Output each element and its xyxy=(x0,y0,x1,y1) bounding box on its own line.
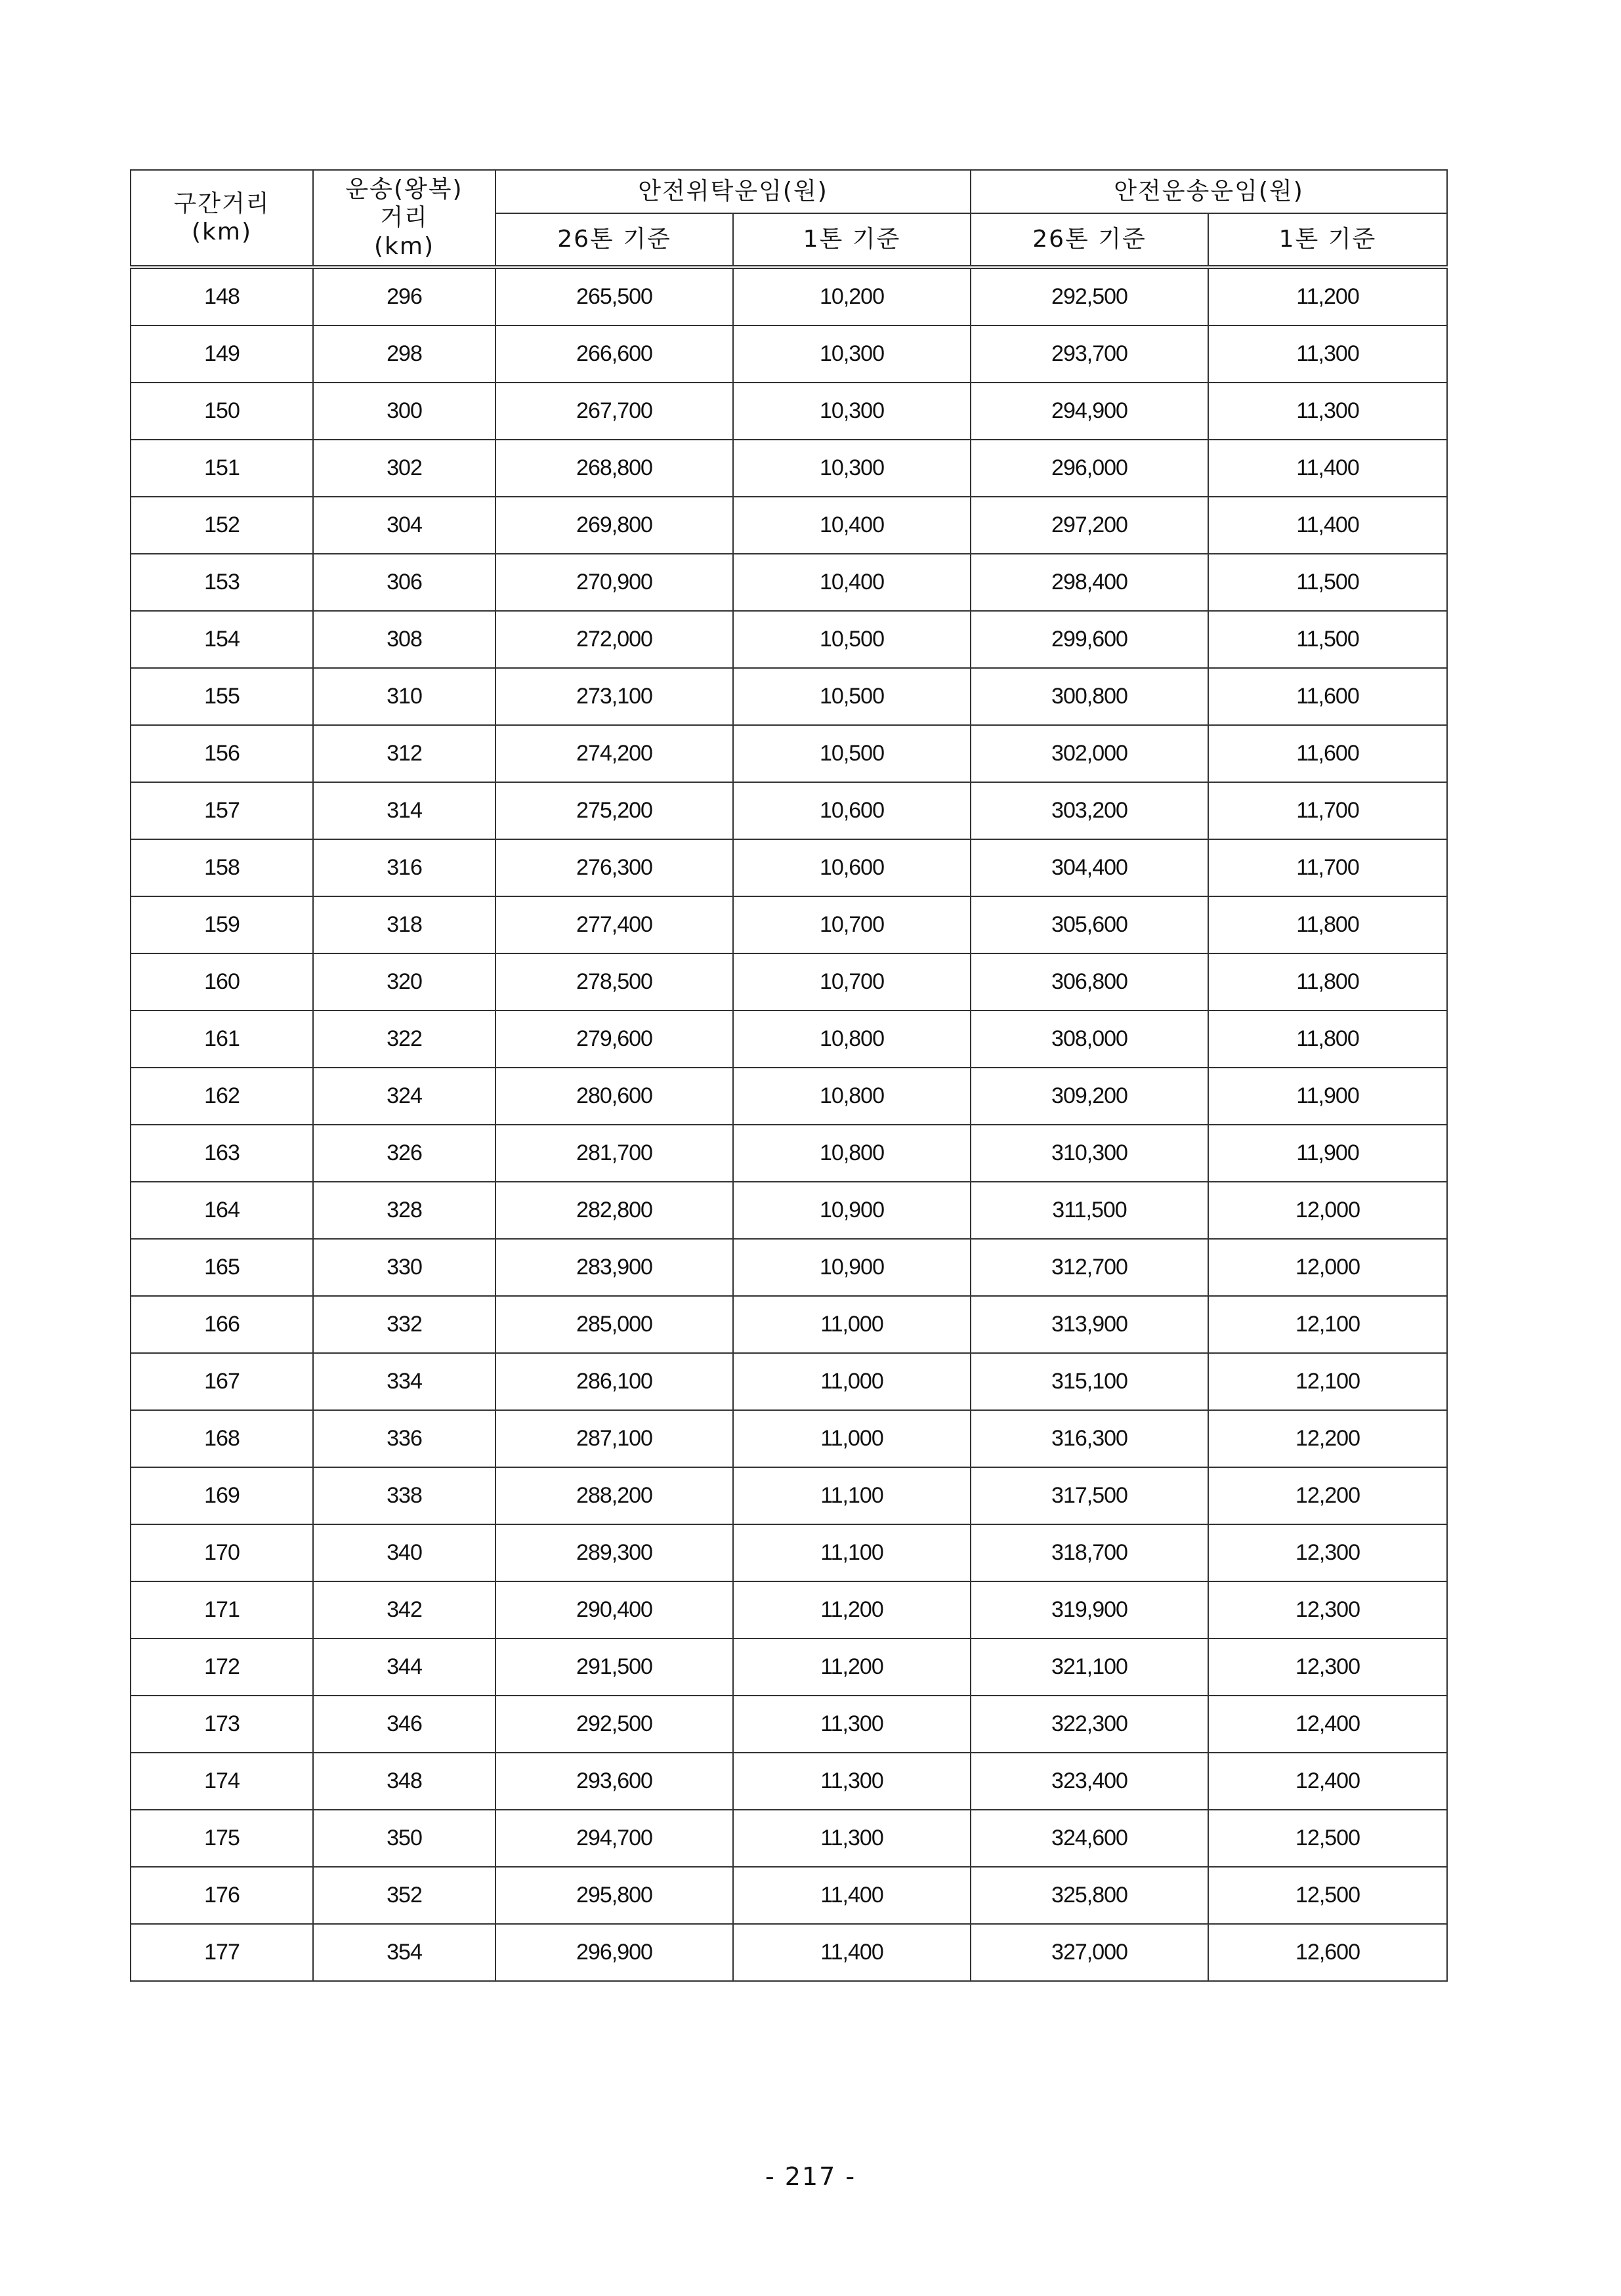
cell-section-distance: 157 xyxy=(131,782,313,839)
cell-transport-distance: 320 xyxy=(313,953,495,1011)
cell-transport-distance: 322 xyxy=(313,1011,495,1068)
cell-section-distance: 154 xyxy=(131,611,313,668)
cell-transport-distance: 344 xyxy=(313,1639,495,1696)
header-transport-26t: 26톤 기준 xyxy=(971,213,1208,267)
cell-consignment-1t: 10,800 xyxy=(733,1068,971,1125)
cell-consignment-1t: 10,200 xyxy=(733,267,971,325)
cell-consignment-1t: 10,600 xyxy=(733,782,971,839)
cell-consignment-1t: 11,400 xyxy=(733,1924,971,1981)
cell-consignment-26t: 293,600 xyxy=(495,1753,733,1810)
cell-consignment-26t: 287,100 xyxy=(495,1410,733,1467)
cell-transport-distance: 306 xyxy=(313,554,495,611)
cell-section-distance: 165 xyxy=(131,1239,313,1296)
table-row xyxy=(131,839,1447,896)
cell-transport-1t: 12,600 xyxy=(1208,1924,1447,1981)
cell-transport-distance: 318 xyxy=(313,896,495,953)
cell-section-distance: 176 xyxy=(131,1867,313,1924)
header-consignment-26t: 26톤 기준 xyxy=(495,213,733,267)
table-row xyxy=(131,1068,1447,1125)
cell-section-distance: 171 xyxy=(131,1581,313,1639)
cell-transport-26t: 294,900 xyxy=(971,383,1208,440)
cell-transport-1t: 12,500 xyxy=(1208,1867,1447,1924)
cell-consignment-26t: 279,600 xyxy=(495,1011,733,1068)
cell-transport-26t: 297,200 xyxy=(971,497,1208,554)
cell-consignment-26t: 295,800 xyxy=(495,1867,733,1924)
cell-consignment-1t: 10,300 xyxy=(733,325,971,383)
page-number: - 217 - xyxy=(765,2162,856,2191)
cell-section-distance: 155 xyxy=(131,668,313,725)
cell-transport-distance: 314 xyxy=(313,782,495,839)
table-body xyxy=(131,267,1447,1981)
table-row xyxy=(131,440,1447,497)
cell-transport-distance: 310 xyxy=(313,668,495,725)
header-transport-distance-label-1: 운송(왕복) xyxy=(345,176,463,203)
cell-consignment-1t: 11,300 xyxy=(733,1696,971,1753)
cell-transport-26t: 322,300 xyxy=(971,1696,1208,1753)
cell-transport-1t: 11,300 xyxy=(1208,325,1447,383)
table-row xyxy=(131,1011,1447,1068)
cell-section-distance: 158 xyxy=(131,839,313,896)
cell-consignment-26t: 283,900 xyxy=(495,1239,733,1296)
header-section-distance-label: 구간거리 xyxy=(173,190,270,217)
cell-transport-distance: 296 xyxy=(313,267,495,325)
cell-transport-1t: 11,800 xyxy=(1208,1011,1447,1068)
cell-transport-1t: 11,900 xyxy=(1208,1068,1447,1125)
cell-consignment-26t: 280,600 xyxy=(495,1068,733,1125)
cell-consignment-1t: 11,300 xyxy=(733,1810,971,1867)
cell-transport-26t: 308,000 xyxy=(971,1011,1208,1068)
cell-section-distance: 149 xyxy=(131,325,313,383)
cell-transport-1t: 12,500 xyxy=(1208,1810,1447,1867)
header-transport-distance xyxy=(313,170,495,267)
cell-transport-distance: 348 xyxy=(313,1753,495,1810)
cell-transport-1t: 12,300 xyxy=(1208,1639,1447,1696)
cell-transport-26t: 296,000 xyxy=(971,440,1208,497)
header-transport-1t: 1톤 기준 xyxy=(1208,213,1447,267)
cell-transport-distance: 326 xyxy=(313,1125,495,1182)
cell-transport-26t: 292,500 xyxy=(971,267,1208,325)
cell-consignment-26t: 265,500 xyxy=(495,267,733,325)
cell-section-distance: 168 xyxy=(131,1410,313,1467)
cell-transport-1t: 11,500 xyxy=(1208,611,1447,668)
cell-transport-26t: 300,800 xyxy=(971,668,1208,725)
cell-consignment-1t: 11,000 xyxy=(733,1410,971,1467)
cell-transport-1t: 12,000 xyxy=(1208,1239,1447,1296)
table-row xyxy=(131,782,1447,839)
table-row xyxy=(131,497,1447,554)
cell-transport-26t: 313,900 xyxy=(971,1296,1208,1353)
cell-section-distance: 162 xyxy=(131,1068,313,1125)
cell-section-distance: 169 xyxy=(131,1467,313,1524)
table-row xyxy=(131,953,1447,1011)
cell-transport-1t: 11,300 xyxy=(1208,383,1447,440)
cell-section-distance: 160 xyxy=(131,953,313,1011)
table-row xyxy=(131,1182,1447,1239)
cell-consignment-26t: 273,100 xyxy=(495,668,733,725)
cell-consignment-1t: 10,600 xyxy=(733,839,971,896)
cell-transport-distance: 324 xyxy=(313,1068,495,1125)
cell-transport-26t: 305,600 xyxy=(971,896,1208,953)
cell-consignment-26t: 268,800 xyxy=(495,440,733,497)
cell-section-distance: 166 xyxy=(131,1296,313,1353)
table-row xyxy=(131,383,1447,440)
cell-consignment-1t: 10,300 xyxy=(733,383,971,440)
cell-consignment-26t: 270,900 xyxy=(495,554,733,611)
cell-section-distance: 156 xyxy=(131,725,313,782)
cell-consignment-26t: 296,900 xyxy=(495,1924,733,1981)
cell-consignment-1t: 10,900 xyxy=(733,1239,971,1296)
cell-transport-26t: 319,900 xyxy=(971,1581,1208,1639)
cell-transport-26t: 309,200 xyxy=(971,1068,1208,1125)
cell-transport-26t: 318,700 xyxy=(971,1524,1208,1581)
cell-transport-1t: 11,400 xyxy=(1208,440,1447,497)
cell-section-distance: 163 xyxy=(131,1125,313,1182)
cell-transport-26t: 324,600 xyxy=(971,1810,1208,1867)
cell-transport-distance: 316 xyxy=(313,839,495,896)
table-row xyxy=(131,1924,1447,1981)
cell-transport-1t: 12,100 xyxy=(1208,1353,1447,1410)
cell-consignment-26t: 281,700 xyxy=(495,1125,733,1182)
cell-transport-1t: 12,100 xyxy=(1208,1296,1447,1353)
cell-transport-26t: 315,100 xyxy=(971,1353,1208,1410)
cell-transport-distance: 332 xyxy=(313,1296,495,1353)
cell-section-distance: 175 xyxy=(131,1810,313,1867)
cell-transport-distance: 308 xyxy=(313,611,495,668)
cell-transport-distance: 338 xyxy=(313,1467,495,1524)
cell-consignment-26t: 289,300 xyxy=(495,1524,733,1581)
cell-section-distance: 150 xyxy=(131,383,313,440)
cell-transport-distance: 342 xyxy=(313,1581,495,1639)
cell-transport-distance: 328 xyxy=(313,1182,495,1239)
header-consignment-1t: 1톤 기준 xyxy=(733,213,971,267)
table-row xyxy=(131,1867,1447,1924)
header-transport-rate-group: 안전운송운임(원) xyxy=(971,170,1447,213)
cell-transport-distance: 298 xyxy=(313,325,495,383)
cell-transport-distance: 330 xyxy=(313,1239,495,1296)
cell-transport-26t: 299,600 xyxy=(971,611,1208,668)
cell-transport-distance: 302 xyxy=(313,440,495,497)
cell-transport-1t: 11,600 xyxy=(1208,668,1447,725)
table-row xyxy=(131,668,1447,725)
cell-transport-distance: 304 xyxy=(313,497,495,554)
cell-transport-26t: 312,700 xyxy=(971,1239,1208,1296)
cell-consignment-1t: 10,800 xyxy=(733,1011,971,1068)
table-row xyxy=(131,1639,1447,1696)
table-row xyxy=(131,896,1447,953)
cell-consignment-1t: 11,000 xyxy=(733,1353,971,1410)
cell-transport-1t: 12,300 xyxy=(1208,1524,1447,1581)
cell-section-distance: 161 xyxy=(131,1011,313,1068)
table-row xyxy=(131,1753,1447,1810)
table-row xyxy=(131,1696,1447,1753)
table-row xyxy=(131,1524,1447,1581)
cell-consignment-1t: 11,400 xyxy=(733,1867,971,1924)
table-row xyxy=(131,725,1447,782)
cell-transport-1t: 11,800 xyxy=(1208,896,1447,953)
cell-consignment-1t: 10,400 xyxy=(733,554,971,611)
cell-consignment-26t: 276,300 xyxy=(495,839,733,896)
cell-transport-26t: 321,100 xyxy=(971,1639,1208,1696)
cell-section-distance: 167 xyxy=(131,1353,313,1410)
cell-transport-distance: 340 xyxy=(313,1524,495,1581)
freight-rate-table xyxy=(130,169,1448,1982)
table-row xyxy=(131,1581,1447,1639)
cell-consignment-1t: 11,300 xyxy=(733,1753,971,1810)
cell-consignment-1t: 10,900 xyxy=(733,1182,971,1239)
cell-consignment-26t: 285,000 xyxy=(495,1296,733,1353)
cell-section-distance: 170 xyxy=(131,1524,313,1581)
cell-transport-26t: 311,500 xyxy=(971,1182,1208,1239)
cell-consignment-1t: 10,500 xyxy=(733,725,971,782)
cell-transport-26t: 325,800 xyxy=(971,1867,1208,1924)
cell-consignment-1t: 11,200 xyxy=(733,1639,971,1696)
table-row xyxy=(131,1125,1447,1182)
cell-consignment-26t: 291,500 xyxy=(495,1639,733,1696)
cell-transport-1t: 12,000 xyxy=(1208,1182,1447,1239)
table-row xyxy=(131,325,1447,383)
cell-transport-26t: 302,000 xyxy=(971,725,1208,782)
cell-section-distance: 148 xyxy=(131,267,313,325)
header-consignment-rate-group: 안전위탁운임(원) xyxy=(495,170,971,213)
table-row xyxy=(131,1467,1447,1524)
cell-consignment-1t: 11,000 xyxy=(733,1296,971,1353)
cell-section-distance: 173 xyxy=(131,1696,313,1753)
cell-transport-1t: 12,400 xyxy=(1208,1753,1447,1810)
cell-transport-distance: 300 xyxy=(313,383,495,440)
header-section-distance xyxy=(131,170,313,267)
cell-section-distance: 152 xyxy=(131,497,313,554)
cell-transport-distance: 354 xyxy=(313,1924,495,1981)
cell-consignment-1t: 10,800 xyxy=(733,1125,971,1182)
cell-consignment-26t: 294,700 xyxy=(495,1810,733,1867)
table-row xyxy=(131,1296,1447,1353)
cell-consignment-1t: 10,500 xyxy=(733,668,971,725)
table-row xyxy=(131,267,1447,325)
cell-transport-1t: 11,200 xyxy=(1208,267,1447,325)
cell-consignment-26t: 286,100 xyxy=(495,1353,733,1410)
table-row xyxy=(131,1239,1447,1296)
cell-consignment-1t: 10,700 xyxy=(733,896,971,953)
cell-consignment-1t: 10,400 xyxy=(733,497,971,554)
cell-consignment-26t: 275,200 xyxy=(495,782,733,839)
cell-transport-distance: 336 xyxy=(313,1410,495,1467)
cell-consignment-26t: 282,800 xyxy=(495,1182,733,1239)
cell-transport-26t: 293,700 xyxy=(971,325,1208,383)
cell-transport-26t: 304,400 xyxy=(971,839,1208,896)
cell-transport-distance: 346 xyxy=(313,1696,495,1753)
cell-transport-1t: 11,700 xyxy=(1208,839,1447,896)
cell-consignment-26t: 274,200 xyxy=(495,725,733,782)
cell-transport-1t: 12,400 xyxy=(1208,1696,1447,1753)
cell-section-distance: 174 xyxy=(131,1753,313,1810)
cell-consignment-26t: 290,400 xyxy=(495,1581,733,1639)
cell-transport-1t: 11,600 xyxy=(1208,725,1447,782)
cell-section-distance: 172 xyxy=(131,1639,313,1696)
cell-section-distance: 153 xyxy=(131,554,313,611)
cell-transport-26t: 327,000 xyxy=(971,1924,1208,1981)
cell-section-distance: 164 xyxy=(131,1182,313,1239)
cell-consignment-26t: 292,500 xyxy=(495,1696,733,1753)
cell-transport-1t: 11,400 xyxy=(1208,497,1447,554)
cell-transport-26t: 310,300 xyxy=(971,1125,1208,1182)
cell-consignment-26t: 266,600 xyxy=(495,325,733,383)
cell-section-distance: 177 xyxy=(131,1924,313,1981)
cell-transport-distance: 352 xyxy=(313,1867,495,1924)
cell-consignment-1t: 10,700 xyxy=(733,953,971,1011)
cell-consignment-26t: 277,400 xyxy=(495,896,733,953)
cell-transport-1t: 11,500 xyxy=(1208,554,1447,611)
cell-consignment-26t: 272,000 xyxy=(495,611,733,668)
cell-transport-26t: 306,800 xyxy=(971,953,1208,1011)
cell-consignment-1t: 11,100 xyxy=(733,1467,971,1524)
cell-section-distance: 151 xyxy=(131,440,313,497)
cell-transport-1t: 11,700 xyxy=(1208,782,1447,839)
cell-consignment-1t: 11,100 xyxy=(733,1524,971,1581)
header-section-distance-unit: (km) xyxy=(191,219,252,245)
cell-consignment-1t: 10,500 xyxy=(733,611,971,668)
cell-transport-26t: 316,300 xyxy=(971,1410,1208,1467)
cell-consignment-26t: 288,200 xyxy=(495,1467,733,1524)
cell-consignment-26t: 278,500 xyxy=(495,953,733,1011)
cell-transport-26t: 317,500 xyxy=(971,1467,1208,1524)
cell-transport-1t: 12,200 xyxy=(1208,1467,1447,1524)
table-row xyxy=(131,1410,1447,1467)
cell-transport-distance: 312 xyxy=(313,725,495,782)
table-row xyxy=(131,554,1447,611)
header-transport-distance-label-2: 거리 xyxy=(380,204,429,232)
cell-consignment-26t: 267,700 xyxy=(495,383,733,440)
header-transport-distance-unit: (km) xyxy=(373,232,434,260)
cell-transport-distance: 334 xyxy=(313,1353,495,1410)
cell-consignment-26t: 269,800 xyxy=(495,497,733,554)
cell-transport-1t: 11,800 xyxy=(1208,953,1447,1011)
cell-transport-distance: 350 xyxy=(313,1810,495,1867)
cell-transport-26t: 298,400 xyxy=(971,554,1208,611)
cell-transport-1t: 12,200 xyxy=(1208,1410,1447,1467)
cell-transport-26t: 323,400 xyxy=(971,1753,1208,1810)
table-row xyxy=(131,1810,1447,1867)
table-row xyxy=(131,1353,1447,1410)
cell-consignment-1t: 11,200 xyxy=(733,1581,971,1639)
cell-transport-1t: 11,900 xyxy=(1208,1125,1447,1182)
cell-section-distance: 159 xyxy=(131,896,313,953)
cell-transport-26t: 303,200 xyxy=(971,782,1208,839)
table-row xyxy=(131,611,1447,668)
cell-transport-1t: 12,300 xyxy=(1208,1581,1447,1639)
cell-consignment-1t: 10,300 xyxy=(733,440,971,497)
table-header xyxy=(131,170,1447,267)
